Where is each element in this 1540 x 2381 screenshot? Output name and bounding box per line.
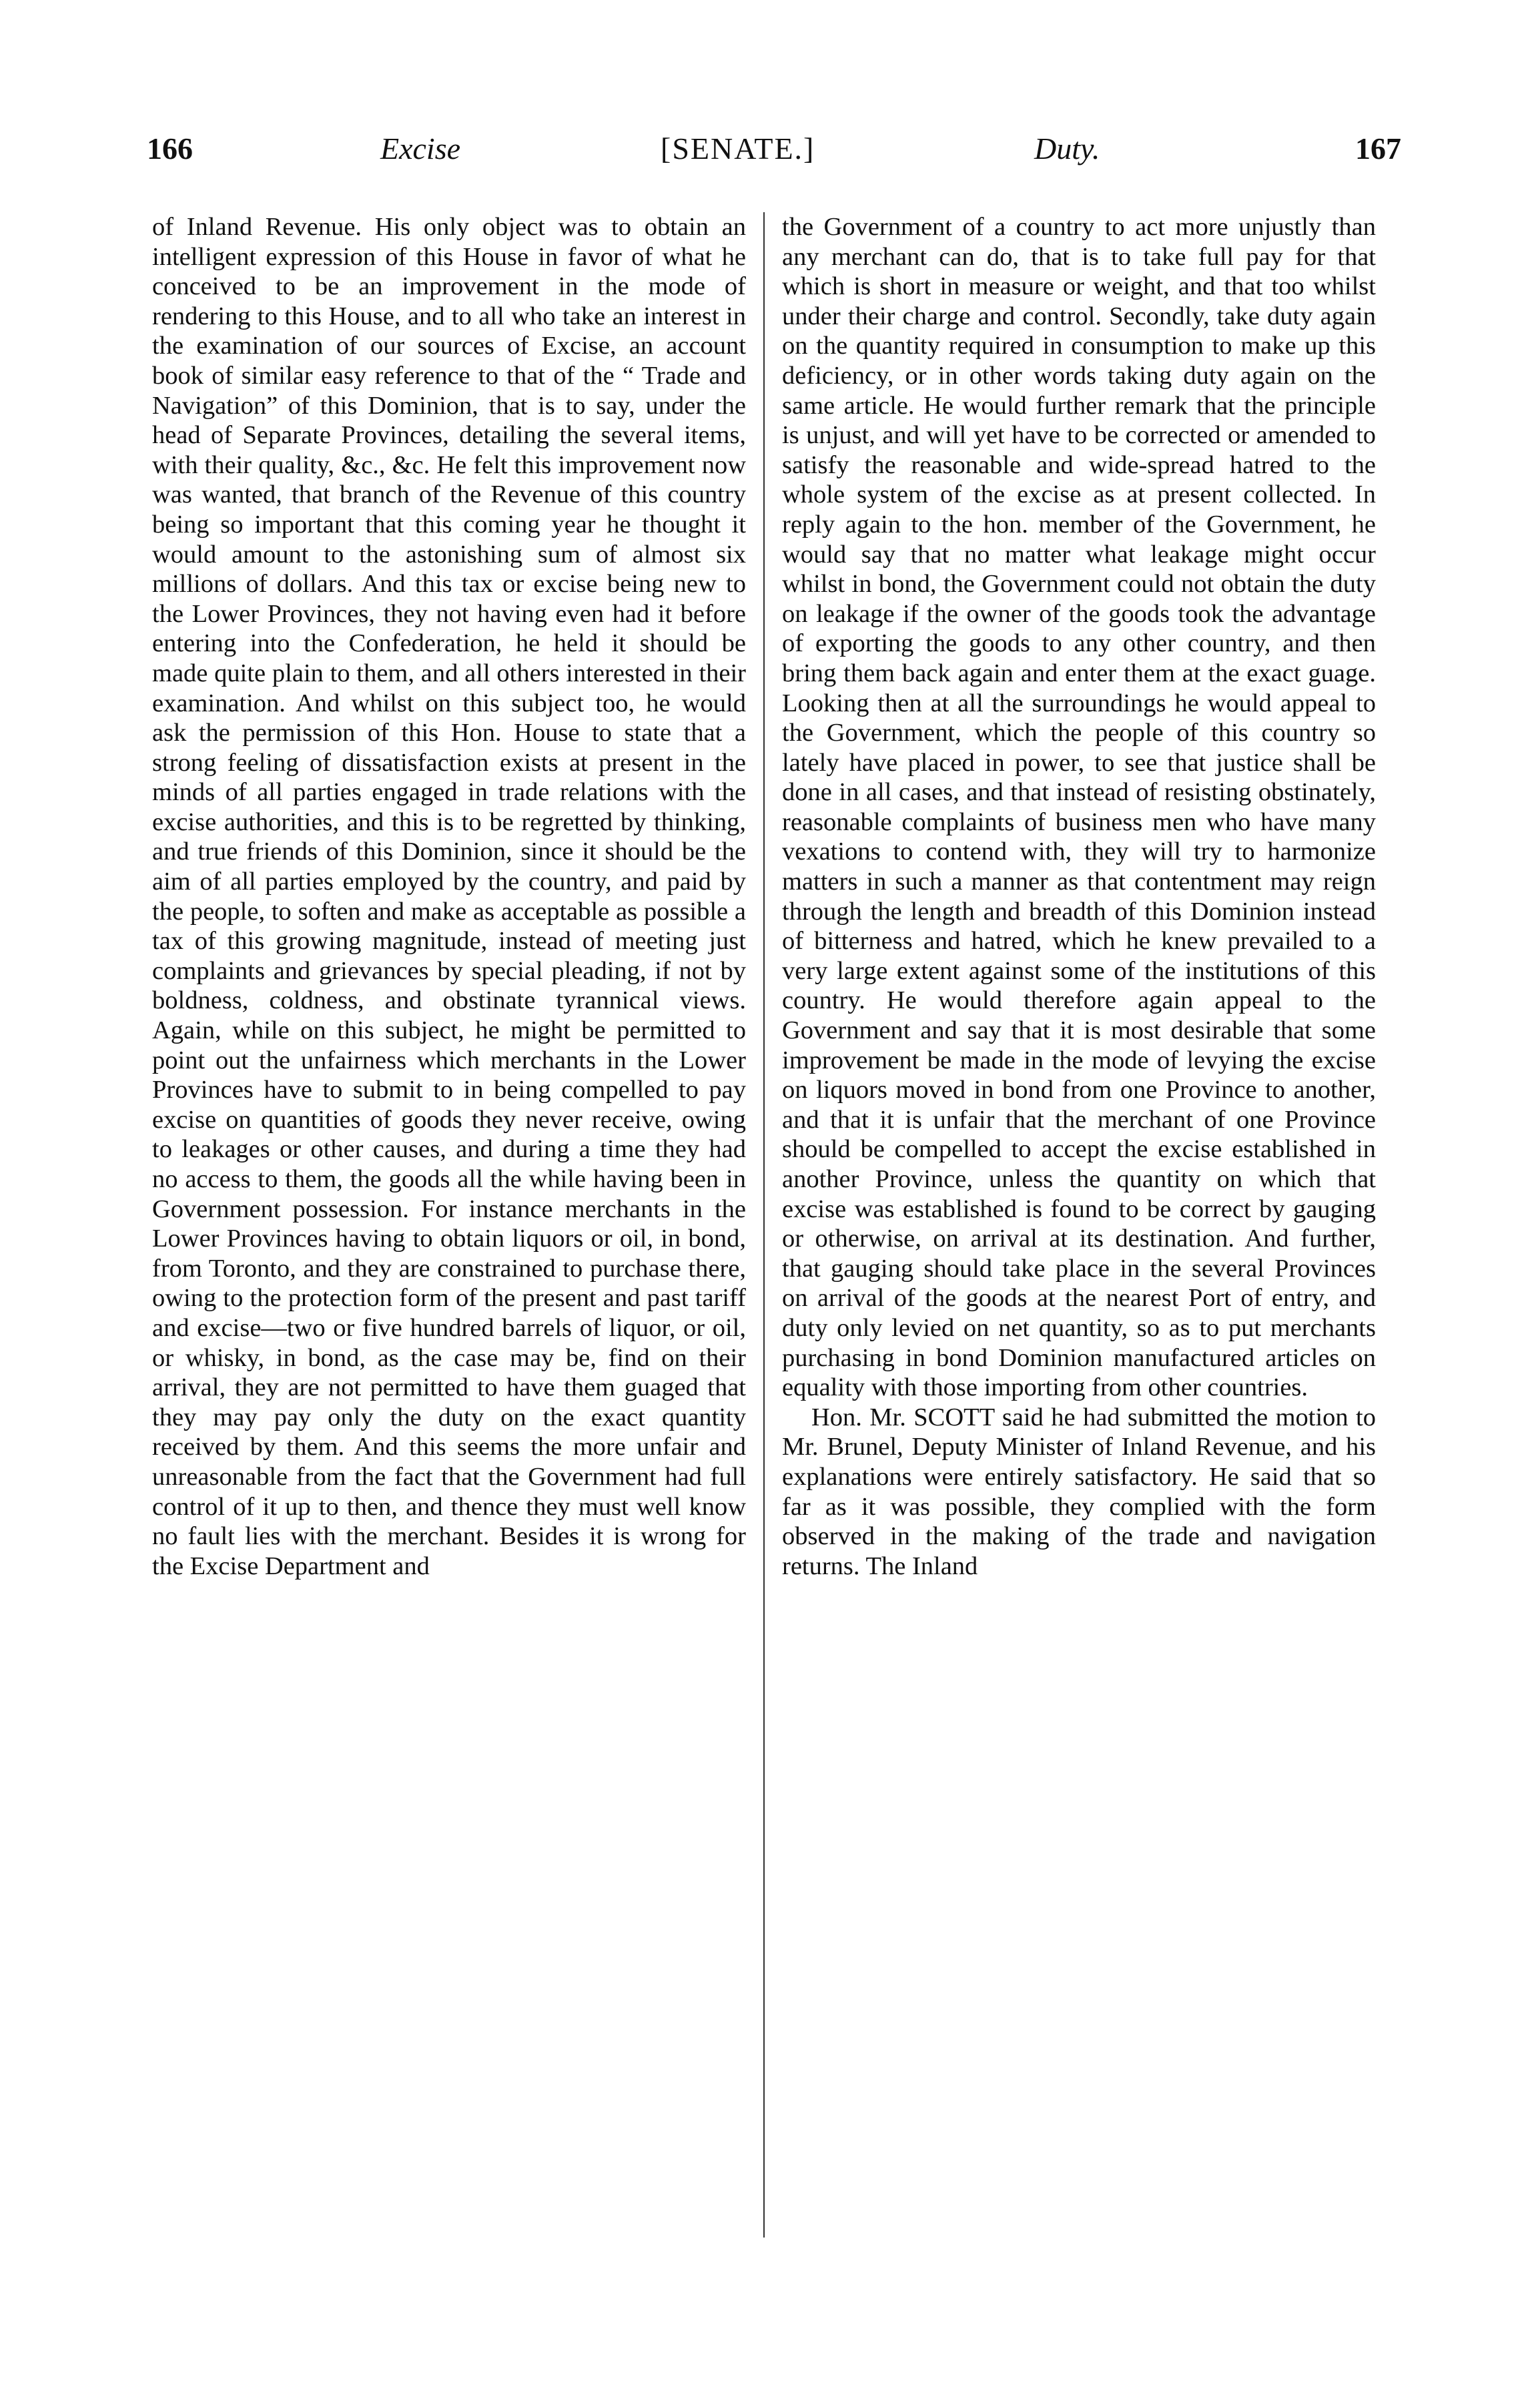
running-title-left: Excise: [380, 131, 461, 165]
right-paragraph-1: the Government of a country to act more unjustly than any merchant can do, that is to take full pay for that which is short in measure or weight, and that too whilst under their charge and control. Secondly, take duty again on the quantity required in consumption to make up this deficiency, or in other words taking duty again on the same article. He would further remark that the principle is unjust, and will yet have to be corrected or amended to satisfy the reasonable and wide-spread hatred to the whole system of the excise as at present collected. In reply again to the hon. member of the Government, he would say that no matter what leakage might occur whilst in bond, the Government could not obtain the duty on leakage if the owner of the goods took the advantage of exporting the goods to any other country, and then bring them back again and enter them at the exact guage. Looking then at all the surroundings he would appeal to the Government, which the people of this country so lately have placed in power, to see that justice shall be done in all cases, and that instead of resisting obstinately, reasonable complaints of business men who have many vexations to contend with, they will try to harmonize matters in such a manner as that contentment may reign through the length and breadth of this Dominion instead of bitterness and hatred, which he knew prevailed to a very large extent against some of the institutions of this country. He would therefore again appeal to the Government and say that it is most desirable that some improvement be made in the mode of levying the excise on liquors moved in bond from one Province to another, and that it is unfair that the merchant of one Province should be compelled to accept the excise established in another Province, unless the quantity on which that excise was established is found to be correct by gauging or otherwise, on arrival at its destination. And further, that gauging should take place in the several Provinces on arrival of the goods at the nearest Port of entry, and duty only levied on net quantity, so as to put merchants purchasing in bond Dominion manufactured articles on equality with those importing from other countries.: [782, 213, 1376, 1402]
left-column: [152, 212, 746, 1581]
right-paragraph-2: Hon. Mr. SCOTT said he had submitted the motion to Mr. Brunel, Deputy Minister of Inland Revenue, and his explanations were entirely satisfactory. He said that so far as it was possible, they complied with the form observed in the making of the trade and navigation returns. The Inland: [782, 1403, 1376, 1580]
running-title-center: [SENATE.]: [661, 131, 815, 165]
page-number-left: 166: [147, 131, 193, 165]
page-number-right: 167: [1355, 131, 1401, 165]
right-column: [782, 212, 1376, 1581]
column-divider: [763, 212, 765, 2238]
left-paragraph-1: of Inland Revenue. His only object was to obtain an intelligent expression of this House in favor of what he conceived to be an improvement in the mode of rendering to this House, and to all who take an interest in the examination of our sources of Excise, an account book of similar easy reference to that of the “ Trade and Navigation” of this Dominion, that is to say, under the head of Separate Provinces, detailing the several items, with their quality, &c., &c. He felt this improvement now was wanted, that branch of the Revenue of this country being so important that this coming year he thought it would amount to the astonishing sum of almost six millions of dollars. And this tax or excise being new to the Lower Provinces, they not having even had it before entering into the Confederation, he held it should be made quite plain to them, and all others interested in their examination. And whilst on this subject too, he would ask the permission of this Hon. House to state that a strong feeling of dissatisfaction exists at present in the minds of all parties engaged in trade relations with the excise authorities, and this is to be regretted by thinking, and true friends of this Dominion, since it should be the aim of all parties employed by the country, and paid by the people, to soften and make as acceptable as possible a tax of this growing magnitude, instead of meeting just complaints and grievances by special pleading, if not by boldness, coldness, and obstinate tyrannical views. Again, while on this subject, he might be permitted to point out the unfairness which merchants in the Lower Provinces have to submit to in being compelled to pay excise on quantities of goods they never receive, owing to leakages or other causes, and during a time they had no access to them, the goods all the while having been in Government possession. For instance merchants in the Lower Provinces having to obtain liquors or oil, in bond, from Toronto, and they are constrained to purchase there, owing to the protection form of the present and past tariff and excise—two or five hundred barrels of liquor, or oil, or whisky, in bond, as the case may be, find on their arrival, they are not permitted to have them guaged that they may pay only the duty on the exact quantity received by them. And this seems the more unfair and unreasonable from the fact that the Government had full control of it up to then, and thence they must well know no fault lies with the merchant. Besides it is wrong for the Excise Department and: [152, 213, 746, 1580]
running-header: [147, 131, 1401, 184]
running-title-right: Duty.: [1034, 131, 1100, 165]
